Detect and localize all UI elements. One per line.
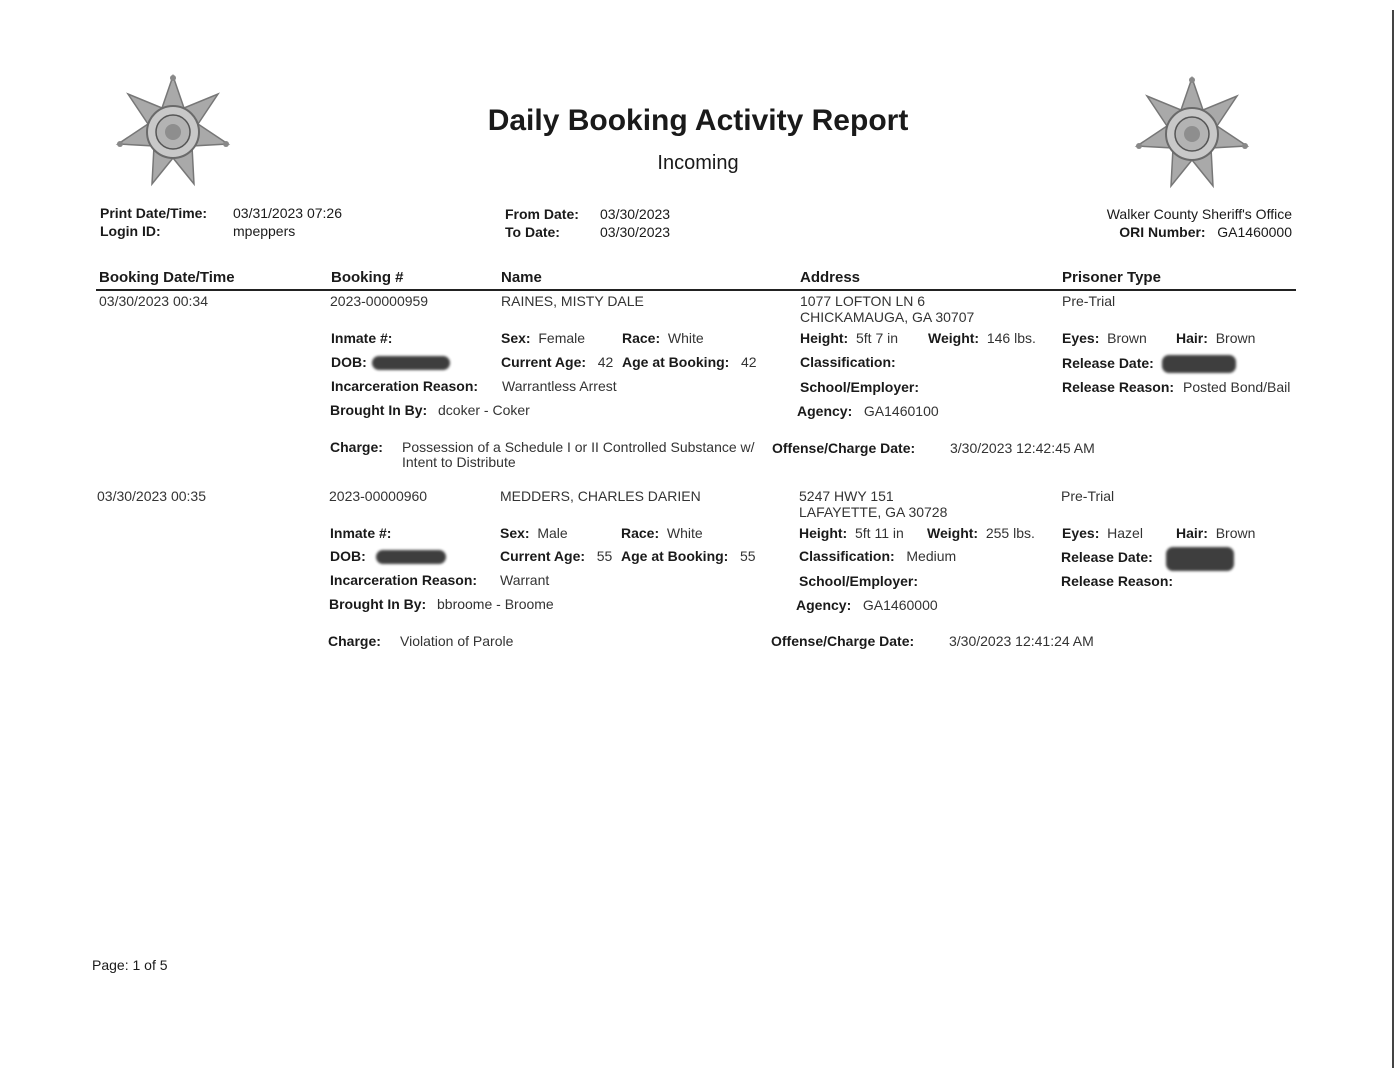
incarceration-reason-value: Warrant <box>500 572 550 588</box>
current-age-label: Current Age: <box>501 354 587 370</box>
redacted-dob <box>372 356 450 370</box>
height-label: Height: <box>800 330 849 346</box>
sex <box>501 330 585 346</box>
redacted-dob <box>376 550 446 564</box>
incarceration-reason-label: Incarceration Reason: <box>331 378 479 394</box>
weight-value: 146 lbs. <box>986 330 1036 346</box>
charge-label: Charge: <box>330 439 383 455</box>
to-date-value: 03/30/2023 <box>600 224 671 240</box>
redacted-release-date <box>1162 355 1236 373</box>
inmate-number-label: Inmate #: <box>330 525 392 541</box>
weight <box>927 525 1035 541</box>
current-age <box>500 548 612 564</box>
eyes-value: Hazel <box>1107 525 1143 541</box>
current-age <box>501 354 613 370</box>
current-age-label: Current Age: <box>500 548 586 564</box>
login-id-value: mpeppers <box>233 223 296 239</box>
offense-date-label: Offense/Charge Date: <box>771 633 915 649</box>
from-date-value: 03/30/2023 <box>600 206 671 222</box>
sex-value: Female <box>538 330 586 346</box>
hair-value: Brown <box>1215 525 1256 541</box>
address-line-1: 5247 HWY 151 <box>799 488 894 504</box>
column-header: Prisoner Type <box>1062 269 1161 286</box>
hair-value: Brown <box>1215 330 1256 346</box>
race <box>621 525 703 541</box>
release-reason-label: Release Reason: <box>1061 573 1174 589</box>
agency-label: Agency: <box>796 597 852 613</box>
school-employer-label: School/Employer: <box>799 573 919 589</box>
weight-label: Weight: <box>928 330 980 346</box>
charge-line-1: Violation of Parole <box>400 633 514 649</box>
current-age-value: 42 <box>597 354 614 370</box>
brought-in-by-value: bbroome - Broome <box>437 596 554 612</box>
page-number: Page: 1 of 5 <box>92 957 168 973</box>
race-label: Race: <box>622 330 661 346</box>
offense-date-label: Offense/Charge Date: <box>772 440 916 456</box>
race-value: White <box>667 330 704 346</box>
height-label: Height: <box>799 525 848 541</box>
prisoner-type: Pre-Trial <box>1062 293 1116 309</box>
hair <box>1176 525 1255 541</box>
classification <box>799 548 956 564</box>
sex-value: Male <box>537 525 568 541</box>
print-datetime-label: Print Date/Time: <box>100 205 208 221</box>
agency-label: Agency: <box>797 403 853 419</box>
inmate-name: RAINES, MISTY DALE <box>501 293 644 309</box>
to-date-label: To Date: <box>505 224 560 240</box>
charge-label: Charge: <box>328 633 381 649</box>
hair-label: Hair: <box>1176 330 1208 346</box>
address-line-1: 1077 LOFTON LN 6 <box>800 293 926 309</box>
agency-name: Walker County Sheriff's Office <box>1106 206 1292 222</box>
booking-datetime: 03/30/2023 00:34 <box>99 293 208 309</box>
report-subtitle: Incoming <box>657 152 739 174</box>
prisoner-type: Pre-Trial <box>1061 488 1115 504</box>
age-at-booking-label: Age at Booking: <box>622 354 730 370</box>
inmate-number-label: Inmate #: <box>331 330 393 346</box>
agency <box>796 597 938 613</box>
incarceration-reason-label: Incarceration Reason: <box>330 572 478 588</box>
race <box>622 330 704 346</box>
ori-number-value: GA1460000 <box>1217 224 1292 240</box>
column-header: Address <box>800 269 861 286</box>
charge-line-2: Intent to Distribute <box>402 454 516 470</box>
eyes <box>1062 525 1143 541</box>
eyes-label: Eyes: <box>1062 330 1100 346</box>
from-date-label: From Date: <box>505 206 579 222</box>
agency-value: GA1460000 <box>862 597 938 613</box>
brought-in-by-label: Brought In By: <box>330 402 428 418</box>
sex-label: Sex: <box>501 330 531 346</box>
redacted-release-date <box>1166 547 1234 571</box>
height <box>800 330 898 346</box>
height <box>799 525 904 541</box>
column-header: Name <box>501 269 542 286</box>
age-at-booking <box>622 354 757 370</box>
inmate-name: MEDDERS, CHARLES DARIEN <box>500 488 701 504</box>
eyes-value: Brown <box>1107 330 1147 346</box>
incarceration-reason-value: Warrantless Arrest <box>502 378 617 394</box>
agency <box>797 403 939 419</box>
height-value: 5ft 11 in <box>855 525 904 541</box>
booking-number: 2023-00000960 <box>329 488 428 504</box>
ori-number-label: ORI Number: <box>1119 224 1206 240</box>
classification-value: Medium <box>906 548 957 564</box>
ori-number <box>1119 224 1292 240</box>
booking-number: 2023-00000959 <box>330 293 429 309</box>
weight <box>928 330 1036 346</box>
classification-label: Classification: <box>800 354 896 370</box>
race-label: Race: <box>621 525 660 541</box>
charge-line-1: Possession of a Schedule I or II Controlled Substance w/ <box>402 439 755 455</box>
hair <box>1176 330 1255 346</box>
age-at-booking-value: 55 <box>740 548 756 564</box>
offense-date-value: 3/30/2023 12:42:45 AM <box>950 440 1095 456</box>
eyes-label: Eyes: <box>1062 525 1100 541</box>
weight-label: Weight: <box>927 525 979 541</box>
race-value: White <box>666 525 703 541</box>
brought-in-by-value: dcoker - Coker <box>438 402 530 418</box>
hair-label: Hair: <box>1176 525 1208 541</box>
header-divider <box>96 289 1296 291</box>
report-title: Daily Booking Activity Report <box>487 104 909 137</box>
current-age-value: 55 <box>596 548 613 564</box>
sex <box>500 525 568 541</box>
address-line-2: LAFAYETTE, GA 30728 <box>799 504 948 520</box>
age-at-booking-value: 42 <box>741 354 757 370</box>
age-at-booking <box>621 548 756 564</box>
classification-label: Classification: <box>799 548 895 564</box>
release-reason-value: Posted Bond/Bail <box>1183 379 1291 395</box>
booking-datetime: 03/30/2023 00:35 <box>97 488 206 504</box>
brought-in-by-label: Brought In By: <box>329 596 427 612</box>
print-datetime-value: 03/31/2023 07:26 <box>233 205 342 221</box>
school-employer-label: School/Employer: <box>800 379 920 395</box>
release-date-label: Release Date: <box>1061 549 1153 565</box>
release-reason-label: Release Reason: <box>1062 379 1175 395</box>
column-header: Booking Date/Time <box>99 269 235 286</box>
column-header: Booking # <box>331 269 404 286</box>
login-id-label: Login ID: <box>100 223 161 239</box>
offense-date-value: 3/30/2023 12:41:24 AM <box>949 633 1094 649</box>
sex-label: Sex: <box>500 525 530 541</box>
dob-label: DOB: <box>330 548 366 564</box>
release-date-label: Release Date: <box>1062 355 1154 371</box>
address-line-2: CHICKAMAUGA, GA 30707 <box>800 309 975 325</box>
agency-value: GA1460100 <box>863 403 939 419</box>
weight-value: 255 lbs. <box>985 525 1035 541</box>
dob-label: DOB: <box>331 354 367 370</box>
eyes <box>1062 330 1147 346</box>
age-at-booking-label: Age at Booking: <box>621 548 729 564</box>
height-value: 5ft 7 in <box>856 330 899 346</box>
